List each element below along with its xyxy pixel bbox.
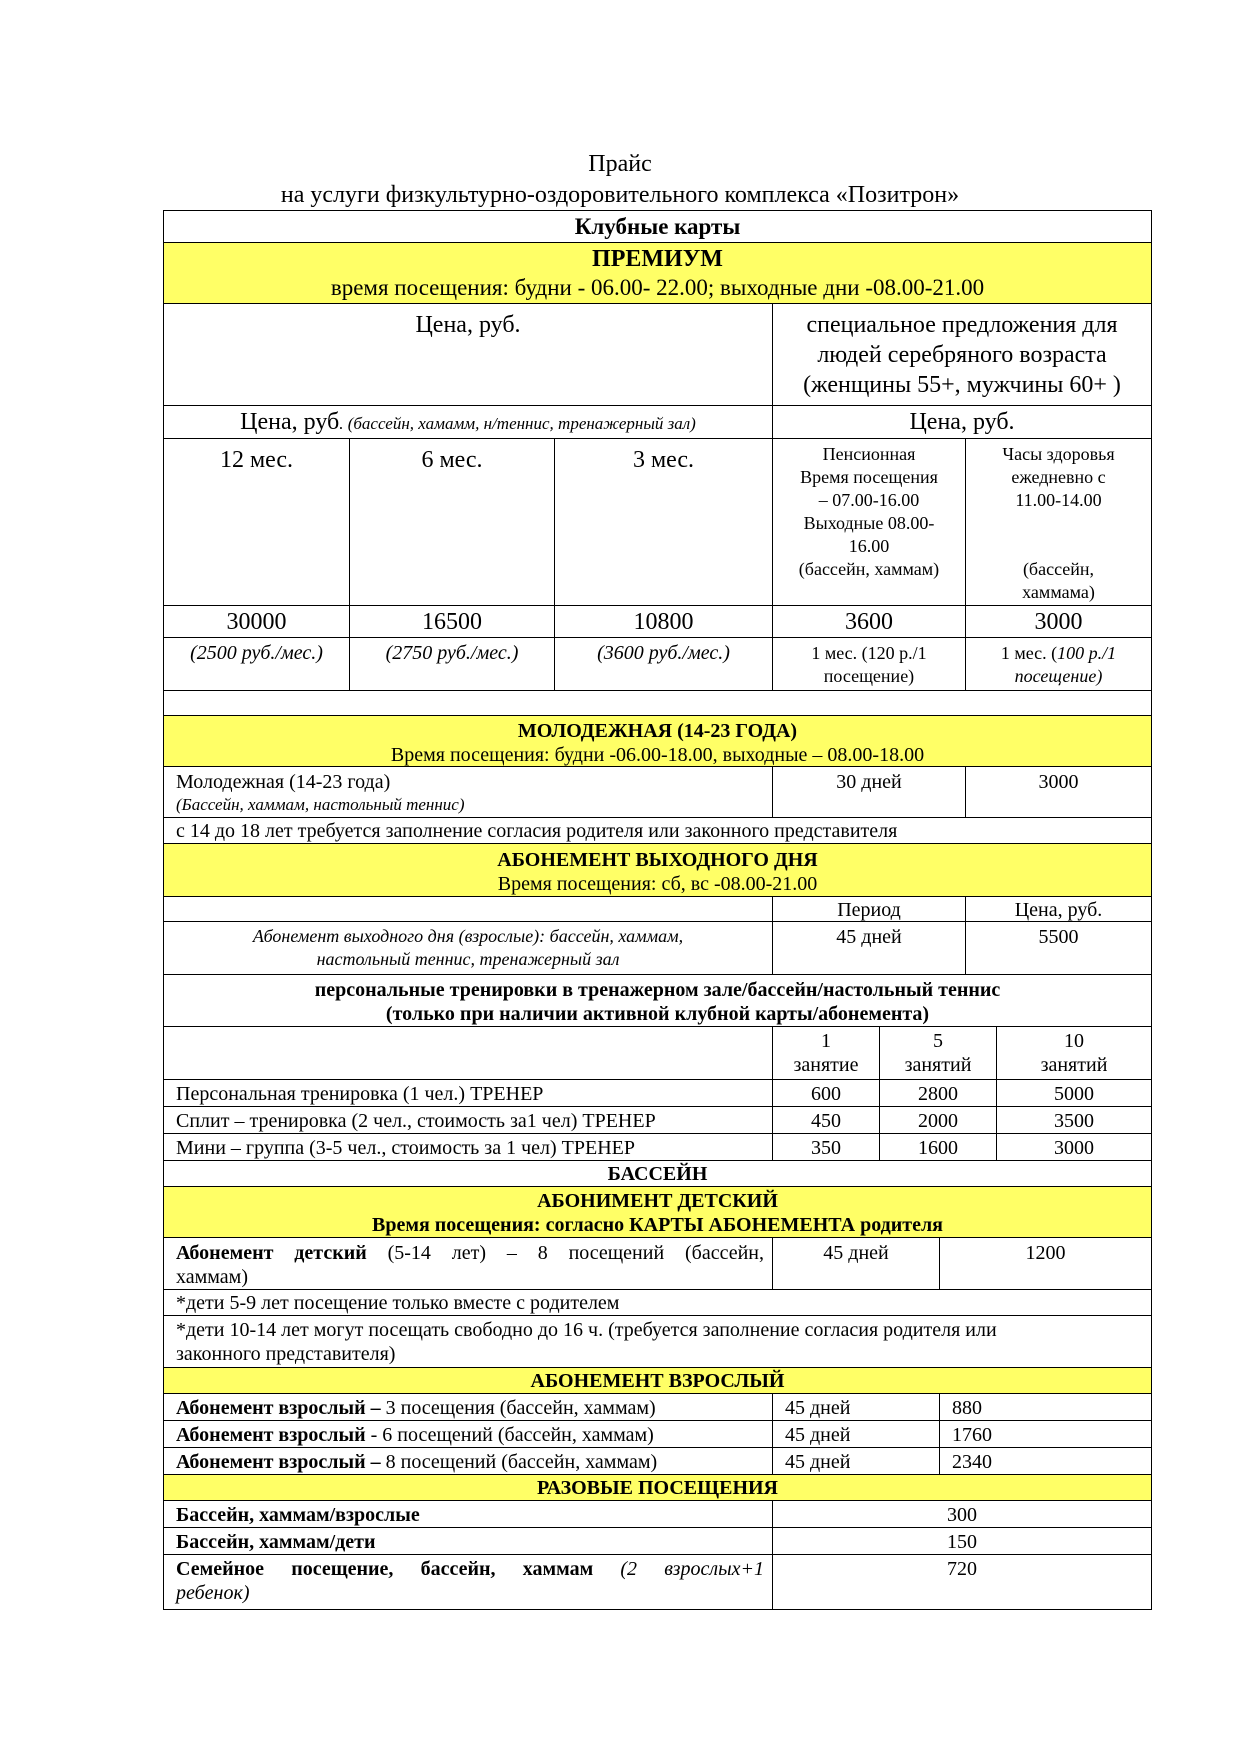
- weekend-col-period: Период: [772, 897, 965, 921]
- personal-row-value: 5000: [996, 1080, 1151, 1106]
- health-note: 1 мес. (100 р./1 посещение): [965, 638, 1151, 690]
- premium-header-row: [163, 243, 1152, 304]
- single-row-price: 150: [772, 1528, 1151, 1554]
- period-12: 12 мес.: [219, 447, 294, 473]
- table-row: [163, 1080, 1152, 1107]
- table-row: [163, 1528, 1152, 1555]
- kids-note-row: [163, 1290, 1152, 1316]
- personal-heading: персональные тренировки в тренажерном зале/бассейн/настольный теннис (только при наличии активной клубной карты/абонемента): [314, 979, 1001, 1025]
- single-row-price: 300: [772, 1501, 1151, 1527]
- personal-row-value: 2800: [879, 1080, 996, 1106]
- price-label-right: Цена, руб.: [772, 406, 1151, 438]
- kids-note-2: *дети 10-14 лет могут посещать свободно до 16 ч. (требуется заполнение согласия родителя или законного представителя): [176, 1319, 997, 1365]
- weekend-price: 5500: [965, 922, 1151, 974]
- single-family-price: 720: [772, 1555, 1151, 1609]
- personal-row-value: 600: [772, 1080, 879, 1106]
- period-3: 3 мес.: [554, 439, 772, 605]
- youth-title: МОЛОДЕЖНАЯ (14-23 ГОДА): [517, 720, 798, 742]
- monthly-6: (2750 руб./мес.): [349, 638, 554, 690]
- kids-item-row: [163, 1238, 1152, 1290]
- personal-col-1: 1 занятие: [772, 1027, 879, 1079]
- premium-price-label-row: [163, 406, 1152, 439]
- personal-col-10: 10 занятий: [996, 1027, 1151, 1079]
- youth-item-note: (Бассейн, хаммам, настольный теннис): [176, 795, 465, 814]
- adult-row-price: 2340: [939, 1448, 1151, 1474]
- premium-periods-row: [163, 439, 1152, 606]
- table-row: [163, 1421, 1152, 1448]
- kids-note-1: *дети 5-9 лет посещение только вместе с родителем: [176, 1292, 620, 1314]
- adult-header-row: [163, 1368, 1152, 1394]
- personal-col-5: 5 занятий: [879, 1027, 996, 1079]
- adult-row-price: 1760: [939, 1421, 1151, 1447]
- premium-title: ПРЕМИУМ: [592, 246, 723, 272]
- adult-title: АБОНЕМЕНТ ВЗРОСЛЫЙ: [530, 1370, 785, 1392]
- table-row: [163, 1107, 1152, 1134]
- weekend-col-price: Цена, руб.: [965, 897, 1151, 921]
- single-family-name: Семейное посещение, бассейн, хаммам (2 взрослых+1 ребенок): [176, 1558, 764, 1604]
- adult-row-period: 45 дней: [772, 1448, 939, 1474]
- pension-card: Пенсионная Время посещения – 07.00-16.00 Выходные 08.00- 16.00 (бассейн, хаммам): [772, 439, 965, 605]
- adult-row-price: 880: [939, 1394, 1151, 1420]
- health-hours-card: Часы здоровья ежедневно с 11.00-14.00 (бассейн, хаммама): [965, 439, 1151, 605]
- personal-row-value: 450: [772, 1107, 879, 1133]
- monthly-12: (2500 руб./мес.): [190, 642, 323, 664]
- personal-row-value: 3500: [996, 1107, 1151, 1133]
- weekend-hours: Время посещения: сб, вс -08.00-21.00: [497, 873, 818, 895]
- price-health: 3000: [965, 606, 1151, 637]
- price-12: 30000: [226, 609, 287, 635]
- kids-hours: Время посещения: согласно КАРТЫ АБОНЕМЕНТА родителя: [371, 1214, 943, 1236]
- personal-row-value: 350: [772, 1134, 879, 1160]
- weekend-period: 45 дней: [772, 922, 965, 974]
- adult-row-name: Абонемент взрослый - 6 посещений (бассейн, хаммам): [176, 1424, 654, 1446]
- personal-row-name: Персональная тренировка (1 чел.) ТРЕНЕР: [176, 1083, 544, 1105]
- personal-row-name: Мини – группа (3-5 чел., стоимость за 1 чел) ТРЕНЕР: [176, 1137, 635, 1159]
- youth-header-row: [163, 716, 1152, 767]
- youth-period: 30 дней: [772, 767, 965, 817]
- table-row: [163, 1501, 1152, 1528]
- club-cards-heading: Клубные карты: [574, 214, 741, 239]
- page-title: Прайс: [588, 151, 652, 177]
- personal-row-name: Сплит – тренировка (2 чел., стоимость за1 чел) ТРЕНЕР: [176, 1110, 656, 1132]
- monthly-3: (3600 руб./мес.): [554, 638, 772, 690]
- single-row-name: Бассейн, хаммам/взрослые: [176, 1504, 420, 1526]
- single-row-name: Бассейн, хаммам/дети: [176, 1531, 376, 1553]
- price-header: Цена, руб.: [415, 312, 521, 338]
- pool-heading: БАССЕЙН: [607, 1163, 708, 1185]
- youth-item: Молодежная (14-23 года): [176, 771, 391, 793]
- single-header-row: [163, 1475, 1152, 1501]
- adult-row-name: Абонемент взрослый – 3 посещения (бассейн, хаммам): [176, 1397, 656, 1419]
- personal-row-value: 1600: [879, 1134, 996, 1160]
- price-label: Цена, руб. (бассейн, хамамм, н/теннис, тренажерный зал): [240, 409, 696, 435]
- personal-row-value: 3000: [996, 1134, 1151, 1160]
- spacer-row: [163, 691, 1152, 716]
- personal-row-value: 2000: [879, 1107, 996, 1133]
- weekend-header-row: [163, 844, 1152, 897]
- pension-note: 1 мес. (120 р./1 посещение): [772, 638, 965, 690]
- kids-title: АБОНИМЕНТ ДЕТСКИЙ: [537, 1190, 778, 1212]
- table-row: [163, 1448, 1152, 1475]
- premium-prices-row: [163, 606, 1152, 638]
- table-row: [163, 1394, 1152, 1421]
- premium-hours: время посещения: будни - 06.00- 22.00; выходные дни -08.00-21.00: [330, 275, 985, 300]
- price-6: 16500: [349, 606, 554, 637]
- kids-item: Абонемент детский (5-14 лет) – 8 посещений (бассейн, хаммам): [176, 1242, 764, 1288]
- adult-row-period: 45 дней: [772, 1421, 939, 1447]
- weekend-title: АБОНЕМЕНТ ВЫХОДНОГО ДНЯ: [497, 849, 818, 871]
- pool-heading-row: [163, 1161, 1152, 1187]
- adult-row-period: 45 дней: [772, 1394, 939, 1420]
- club-cards-heading-row: [163, 210, 1152, 243]
- premium-price-header-row: [163, 304, 1152, 406]
- price-3: 10800: [554, 606, 772, 637]
- personal-columns-row: [163, 1027, 1152, 1080]
- price-pension: 3600: [772, 606, 965, 637]
- adult-row-name: Абонемент взрослый – 8 посещений (бассейн, хаммам): [176, 1451, 658, 1473]
- kids-period: 45 дней: [772, 1238, 939, 1289]
- kids-header-row: [163, 1187, 1152, 1238]
- kids-price: 1200: [939, 1238, 1151, 1289]
- kids-note-row: [163, 1316, 1152, 1368]
- single-title: РАЗОВЫЕ ПОСЕЩЕНИЯ: [536, 1477, 779, 1499]
- weekend-item-row: [163, 922, 1152, 975]
- youth-consent: с 14 до 18 лет требуется заполнение согласия родителя или законного представителя: [176, 820, 898, 842]
- table-row: [163, 1555, 1152, 1610]
- youth-consent-row: [163, 818, 1152, 844]
- page-subtitle: на услуги физкультурно-оздоровительного комплекса «Позитрон»: [280, 182, 960, 208]
- premium-monthly-row: [163, 638, 1152, 691]
- period-6: 6 мес.: [349, 439, 554, 605]
- youth-hours: Время посещения: будни -06.00-18.00, выходные – 08.00-18.00: [390, 744, 925, 766]
- personal-heading-row: [163, 975, 1152, 1027]
- special-offer: специальное предложения для людей серебряного возраста (женщины 55+, мужчины 60+ ): [772, 304, 1151, 405]
- weekend-item: Абонемент выходного дня (взрослые): бассейн, хаммам, настольный теннис, тренажерный зал: [252, 926, 684, 969]
- weekend-columns-row: [163, 897, 1152, 922]
- youth-item-row: [163, 767, 1152, 818]
- youth-price: 3000: [965, 767, 1151, 817]
- table-row: [163, 1134, 1152, 1161]
